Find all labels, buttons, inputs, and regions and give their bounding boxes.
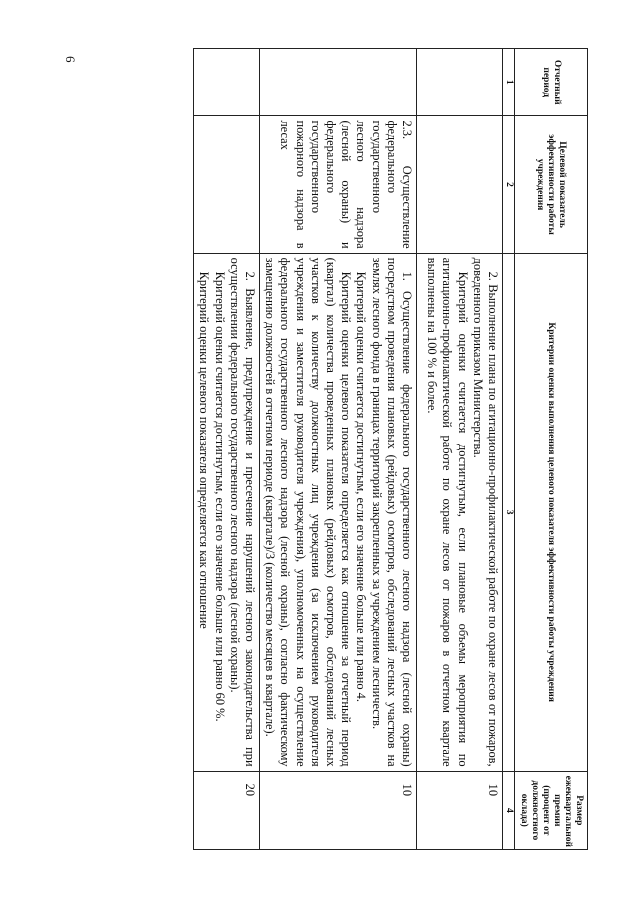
header-row: [515, 49, 588, 850]
header-period: Отчетный период: [515, 49, 588, 116]
column-number-row: [503, 49, 515, 850]
column-number: 3: [503, 253, 515, 771]
period-cell: [417, 49, 503, 116]
criteria-paragraph: Критерий оценки целевого показателя определяется как отношение за отчетный период (квартал) количества проведенных плановых (рейдовых) осмотров, обследований лесных участков к количеству должностных лиц учреждения (за исключением руководителя учреждения и заместителя руководителя учреждения), уполномоченных на осуществление федерального государственного лесного надзора (лесной охраны), согласно фактическому замещению должностей в отчетном периоде (квартале)/3 (количество месяцев в квартале).: [263, 257, 354, 767]
table-row: [417, 49, 503, 850]
criteria-paragraph: 2. Выявление, предупреждение и пресечение нарушений лесного законодательства при осуществлении федерального государственного лесного надзора (лесной охраны).: [227, 257, 257, 767]
criteria-cell: [417, 253, 503, 771]
criteria-paragraph: 2. Выполнение плана по агитационно-профилактической работе по охране лесов от пожаров, доведенного приказом Министерства.: [470, 257, 500, 767]
indicator-cell: [417, 116, 503, 253]
criteria-paragraph: 1. Осуществление федерального государственного лесного надзора (лесной охраны) посредством проведения плановых (рейдовых) осмотров, обследований лесных участков на землях лесного фонда в границах территорий закрепленных за учреждением лесничеств.: [369, 257, 414, 767]
criteria-paragraph: Критерий оценки целевого показателя определяется как отношение: [197, 271, 212, 629]
criteria-cell: [259, 253, 416, 771]
period-cell: [259, 49, 416, 116]
indicator-cell: [194, 116, 260, 253]
bonus-cell: 10: [417, 771, 503, 849]
criteria-paragraph: Критерий оценки считается достигнутым, если его значение больше или равно 60 %.: [212, 271, 227, 722]
page-number: 6: [63, 56, 78, 63]
criteria-paragraph: Критерий оценки считается достигнутым, если его значение больше или равно 4.: [354, 271, 369, 702]
indicator-cell: 2.3. Осуществление федерального государственного лесного надзора (лесной охраны) и федерального государственного пожарного надзора в лесах: [259, 116, 416, 253]
table-row: [194, 49, 260, 850]
criteria-cell: [194, 253, 260, 771]
column-number: 1: [503, 49, 515, 116]
bonus-cell: 10: [259, 771, 416, 849]
header-indicator: Целевой показатель эффективности работы учреждения: [515, 116, 588, 253]
header-bonus: Размер ежеквартальной премии (процент от должностного оклада): [515, 771, 588, 849]
period-cell: [194, 49, 260, 116]
table-row: [259, 49, 416, 850]
criteria-table: [193, 48, 588, 850]
rotated-table-container: [110, 48, 588, 850]
column-number: 4: [503, 771, 515, 849]
column-number: 2: [503, 116, 515, 253]
header-criteria: Критерии оценки выполнения целевого показателя эффективности работы учреждения: [515, 253, 588, 771]
criteria-paragraph: Критерий оценки считается достигнутым, если плановые объемы мероприятия по агитационно-профилактической работе по охране лесов от пожаров в отчетном квартале выполнены на 100 % и более.: [425, 257, 470, 767]
bonus-cell: 20: [194, 771, 260, 849]
